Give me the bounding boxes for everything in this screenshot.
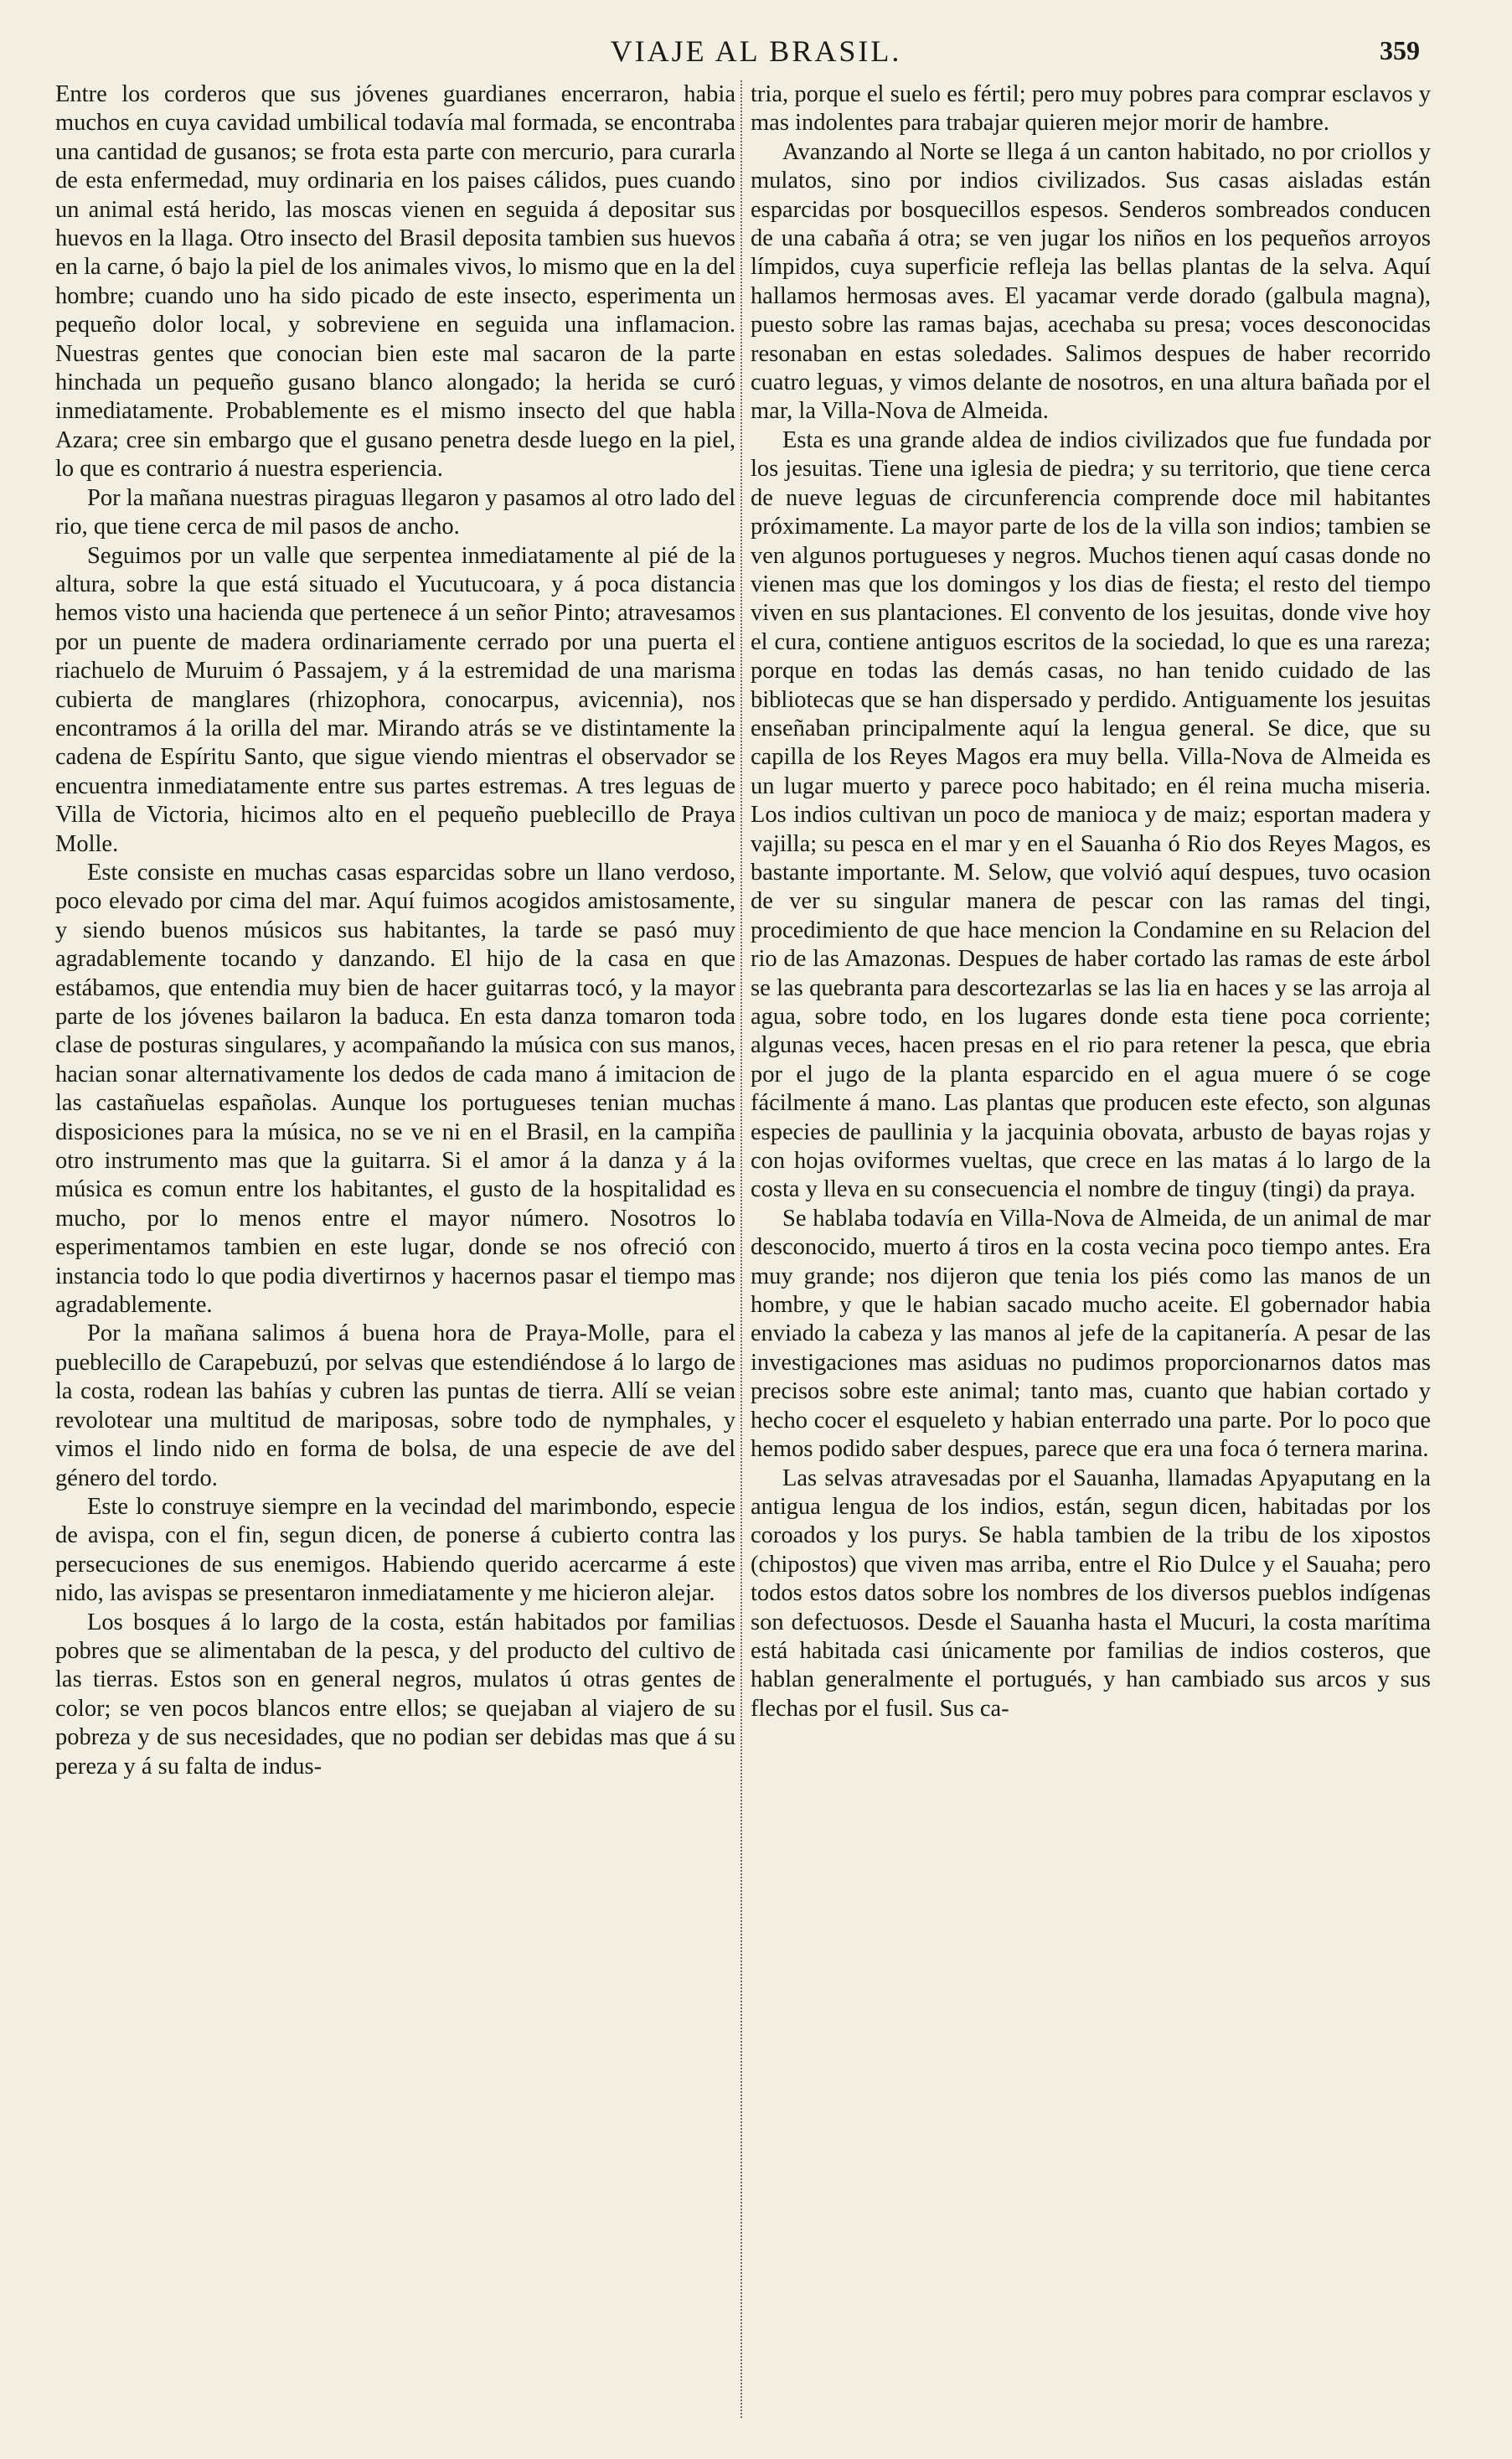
right-column xyxy=(751,80,1431,2443)
left-column xyxy=(55,80,735,2443)
paragraph: Esta es una grande aldea de indios civilizados que fue fundada por los jesuitas. Tiene una iglesia de piedra; y su territorio, que tiene cerca de nueve leguas de circunferencia comprende doce mil habitantes próximamente. La mayor parte de los de la villa son indios; tambien se ven algunos portugueses y negros. Muchos tienen aquí casas donde no vienen mas que los domingos y los dias de fiesta; el resto del tiempo viven en sus plantaciones. El convento de los jesuitas, donde vive hoy el cura, contiene antiguos escritos de la sociedad, lo que es una rareza; porque en todas las demás casas, no han tenido cuidado de las bibliotecas que se han dispersado y perdido. Antiguamente los jesuitas enseñaban principalmente aquí la lengua general. Se dice, que su capilla de los Reyes Magos era muy bella. Villa-Nova de Almeida es un lugar muerto y parece poco habitado; en él reina mucha miseria. Los indios cultivan un poco de manioca y de maiz; esportan madera y vajilla; su pesca en el mar y en el Sauanha ó Rio dos Reyes Magos, es bastante importante. M. Selow, que volvió aquí despues, tuvo ocasion de ver su singular manera de pescar con las ramas del tingi, procedimiento de que hace mencion la Condamine en su Relacion del rio de las Amazonas. Despues de haber cortado las ramas de este árbol se las quebranta para descortezarlas se las lia en haces y se las arroja al agua, sobre todo, en los lugares donde esta tiene poca corriente; algunas veces, hacen presas en el rio para retener la pesca, que ebria por el jugo de la planta esparcido en el agua muere ó se coge fácilmente á mano. Las plantas que producen este efecto, son algunas especies de paullinia y la jacquinia obovata, arbusto de bayas rojas y con hojas oviformes vueltas, que crece en las matas á lo largo de la costa y lleva en su consecuencia el nombre de tinguy (tingi) da praya. xyxy=(751,426,1431,1203)
page-number: 359 xyxy=(1380,35,1420,65)
paragraph: Seguimos por un valle que serpentea inmediatamente al pié de la altura, sobre la que está situado el Yucutucoara, y á poca distancia hemos visto una hacienda que pertenece á un señor Pinto; atravesamos por un puente de madera ordinariamente cerrado por una puerta el riachuelo de Muruim ó Passajem, y á la estremidad de una marisma cubierta de manglares (rhizophora, conocarpus, avicennia), nos encontramos á la orilla del mar. Mirando atrás se ve distintamente la cadena de Espíritu Santo, que sigue viendo mientras el observador se encuentra inmediatamente entre sus partes estremas. A tres leguas de Villa de Victoria, hicimos alto en el pequeño pueblecillo de Praya Molle. xyxy=(55,542,735,857)
running-header xyxy=(0,34,1512,75)
paragraph: Por la mañana salimos á buena hora de Praya-Molle, para el pueblecillo de Carapebuzú, por selvas que estendiéndose á lo largo de la costa, rodean las bahías y cubren las puntas de tierra. Allí se veian revolotear una multitud de mariposas, sobre todo de nymphales, y vimos el lindo nido en forma de bolsa, de una especie de ave del género del tordo. xyxy=(55,1320,735,1491)
paragraph: Avanzando al Norte se llega á un canton habitado, no por criollos y mulatos, sino por indios civilizados. Sus casas aisladas están esparcidas por bosquecillos espesos. Senderos sombreados conducen de una cabaña á otra; se ven jugar los niños en los pequeños arroyos límpidos, cuya superficie refleja las bellas plantas de la selva. Aquí hallamos hermosas aves. El yacamar verde dorado (galbula magna), puesto sobre las ramas bajas, acechaba su presa; voces desconocidas resonaban en estas soledades. Salimos despues de haber recorrido cuatro leguas, y vimos delante de nosotros, en una altura bañada por el mar, la Villa-Nova de Almeida. xyxy=(751,138,1431,425)
running-title: VIAJE AL BRASIL. xyxy=(610,34,902,68)
paragraph: Las selvas atravesadas por el Sauanha, llamadas Apyaputang en la antigua lengua de los indios, están, segun dicen, habitadas por los coroados y los purys. Se habla tambien de la tribu de los xipostos (chipostos) que viven mas arriba, entre el Rio Dulce y el Sauaha; pero todos estos datos sobre los nombres de los diversos pueblos indígenas son defectuosos. Desde el Sauanha hasta el Mucuri, la costa marítima está habitada casi únicamente por familias de indios costeros, que hablan generalmente el portugués, y han cambiado sus arcos y sus flechas por el fusil. Sus ca- xyxy=(751,1465,1431,1722)
paragraph: Se hablaba todavía en Villa-Nova de Almeida, de un animal de mar desconocido, muerto á tiros en la costa vecina poco tiempo antes. Era muy grande; nos dijeron que tenia los piés como las manos de un hombre, y que le habian sacado mucho aceite. El gobernador habia enviado la cabeza y las manos al jefe de la capitanería. A pesar de las investigaciones mas asiduas no pudimos proporcionarnos datos mas precisos sobre este animal; tanto mas, cuanto que habian cortado y hecho cocer el esqueleto y habian enterrado una parte. Por lo poco que hemos podido saber despues, parece que era una foca ó ternera marina. xyxy=(751,1205,1431,1463)
paragraph: Los bosques á lo largo de la costa, están habitados por familias pobres que se alimentaban de la pesca, y del producto del cultivo de las tierras. Estos son en general negros, mulatos ú otras gentes de color; se ven pocos blancos entre ellos; se quejaban al viajero de su pobreza y de sus necesidades, que no podian ser debidas mas que á su pereza y á su falta de indus- xyxy=(55,1609,735,1780)
paragraph: Este consiste en muchas casas esparcidas sobre un llano verdoso, poco elevado por cima del mar. Aquí fuimos acogidos amistosamente, y siendo buenos músicos sus habitantes, la tarde se pasó muy agradablemente tocando y danzando. El hijo de la casa en que estábamos, que entendia muy bien de hacer guitarras tocó, y la mayor parte de los jóvenes bailaron la baduca. En esta danza tomaron toda clase de posturas singulares, y acompañando la música con sus manos, hacian sonar alternativamente los dedos de cada mano á imitacion de las castañuelas españolas. Aunque los portugueses tenian muchas disposiciones para la música, no se ve ni en el Brasil, en la campiña otro instrumento mas que la guitarra. Si el amor á la danza y á la música es comun entre los habitantes, el gusto de la hospitalidad es mucho, por lo menos entre el mayor número. Nosotros lo esperimentamos tambien en este lugar, donde se nos ofreció con instancia todo lo que podia divertirnos y hacernos pasar el tiempo mas agradablemente. xyxy=(55,859,735,1319)
paragraph: Entre los corderos que sus jóvenes guardianes encerraron, habia muchos en cuya cavidad umbilical todavía mal formada, se encontraba una cantidad de gusanos; se frota esta parte con mercurio, para curarla de esta enfermedad, muy ordinaria en los paises cálidos, pues cuando un animal está herido, las moscas vienen en seguida á depositar sus huevos en la llaga. Otro insecto del Brasil deposita tambien sus huevos en la carne, ó bajo la piel de los animales vivos, lo mismo que en la del hombre; cuando uno ha sido picado de este insecto, esperimenta un pequeño dolor local, y sobreviene en seguida una inflamacion. Nuestras gentes que conocian bien este mal sacaron de la parte hinchada un pequeño gusano blanco alongado; la herida se curó inmediatamente. Probablemente es el mismo insecto del que habla Azara; cree sin embargo que el gusano penetra desde luego en la piel, lo que es contrario á nuestra esperiencia. xyxy=(55,81,735,483)
column-divider xyxy=(741,80,743,2418)
paragraph: Por la mañana nuestras piraguas llegaron y pasamos al otro lado del rio, que tiene cerca de mil pasos de ancho. xyxy=(55,484,735,540)
paragraph: tria, porque el suelo es fértil; pero muy pobres para comprar esclavos y mas indolentes para trabajar quieren mejor morir de hambre. xyxy=(751,81,1431,137)
paragraph: Este lo construye siempre en la vecindad del marimbondo, especie de avispa, con el fin, segun dicen, de ponerse á cubierto contra las persecuciones de sus enemigos. Habiendo querido acercarme á este nido, las avispas se presentaron inmediatamente y me hicieron alejar. xyxy=(55,1493,735,1607)
